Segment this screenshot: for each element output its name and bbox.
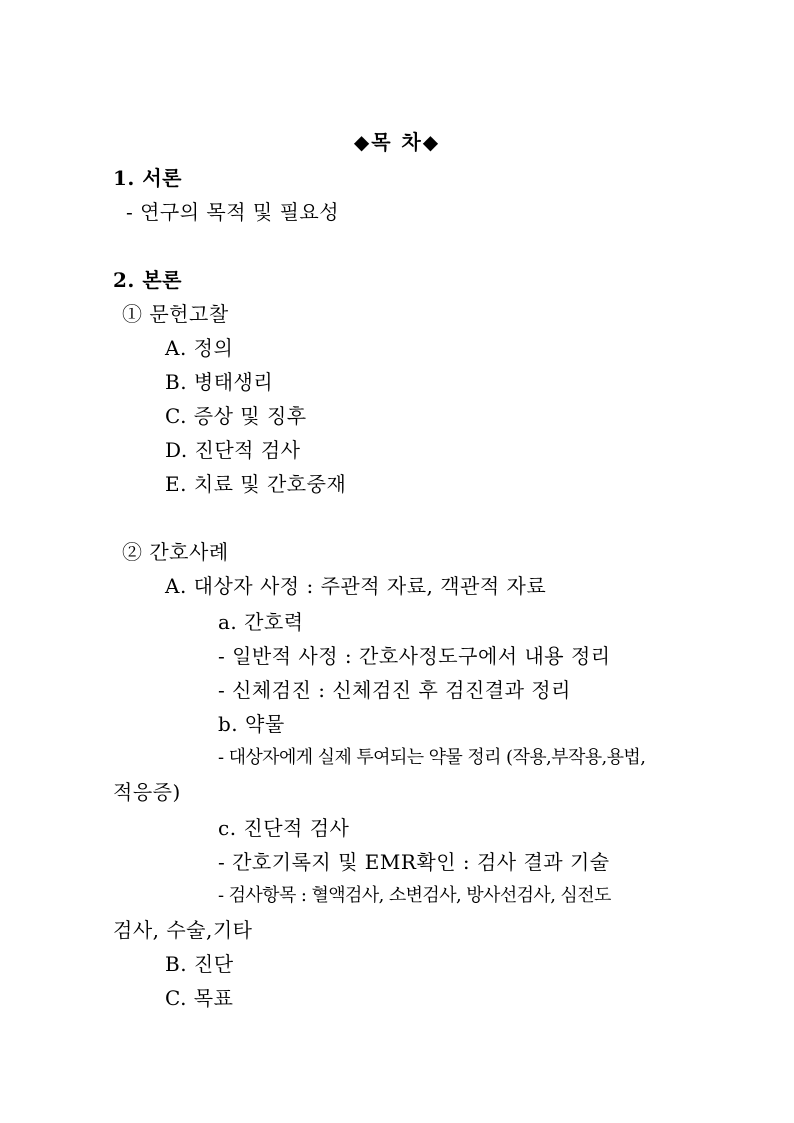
literature-item-pathophysiology: B. 병태생리 — [165, 370, 274, 394]
case-item-diagnosis: B. 진단 — [165, 952, 234, 976]
tests-item-list-continued: 검사, 수술,기타 — [113, 918, 253, 942]
tests-item-list: - 검사항목 : 혈액검사, 소변검사, 방사선검사, 심전도 — [218, 885, 611, 906]
subsection-nursing-case: ② 간호사례 — [122, 540, 229, 564]
tests-item-records: - 간호기록지 및 EMR확인 : 검사 결과 기술 — [218, 850, 610, 874]
literature-item-treatment: E. 치료 및 간호중재 — [165, 472, 347, 496]
assessment-item-diagnostic-tests: c. 진단적 검사 — [218, 816, 350, 840]
history-item-general: - 일반적 사정 : 간호사정도구에서 내용 정리 — [218, 644, 611, 668]
medication-item-drugs-continued: 적응증) — [113, 780, 181, 804]
medication-item-drugs: - 대상자에게 실제 투여되는 약물 정리 (작용,부작용,용법, — [218, 747, 646, 768]
assessment-item-medication: b. 약물 — [218, 712, 285, 736]
subsection-literature-review: ① 문헌고찰 — [122, 302, 229, 326]
history-item-physical-exam: - 신체검진 : 신체검진 후 검진결과 정리 — [218, 678, 571, 702]
introduction-item-purpose: - 연구의 목적 및 필요성 — [126, 200, 340, 224]
assessment-item-history: a. 간호력 — [218, 610, 304, 634]
case-item-assessment: A. 대상자 사정 : 주관적 자료, 객관적 자료 — [165, 574, 547, 598]
literature-item-symptoms: C. 증상 및 징후 — [165, 404, 307, 428]
literature-item-definition: A. 정의 — [165, 336, 234, 360]
section-introduction: 1. 서론 — [113, 166, 182, 190]
toc-title: ◆목 차◆ — [353, 130, 441, 154]
section-body: 2. 본론 — [113, 268, 182, 292]
case-item-goals: C. 목표 — [165, 986, 234, 1010]
literature-item-diagnostic-tests: D. 진단적 검사 — [165, 438, 301, 462]
